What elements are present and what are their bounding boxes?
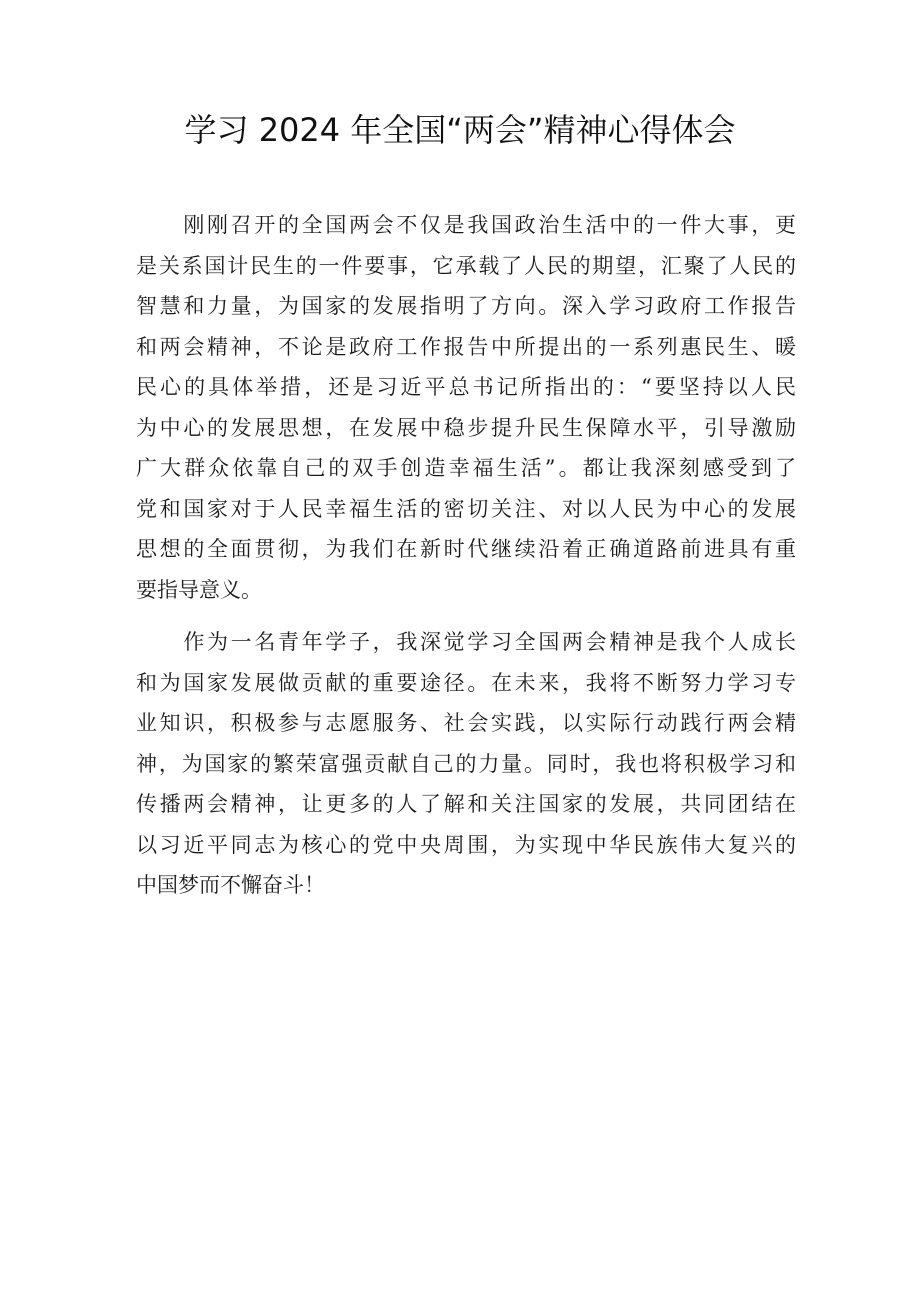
text-line: 思想的全面贯彻，为我们在新时代继续沿着正确道路前进具有重 (136, 537, 796, 561)
text-line: 作为一名青年学子，我深觉学习全国两会精神是我个人成长 (136, 630, 796, 654)
text-line: 和为国家发展做贡献的重要途径。在未来，我将不断努力学习专 (136, 670, 796, 695)
paragraph-2 (136, 622, 796, 906)
text-line: 刚刚召开的全国两会不仅是我国政治生活中的一件大事，更 (136, 213, 796, 237)
document-title: 学习 2024 年全国“两会”精神心得体会 (184, 111, 736, 149)
text-line: 是关系国计民生的一件要事，它承载了人民的期望，汇聚了人民的 (136, 253, 796, 278)
paragraph-1 (136, 205, 796, 610)
text-line: 要指导意义。 (136, 577, 262, 602)
text-line: 神，为国家的繁荣富强贡献自己的力量。同时，我也将积极学习和 (136, 751, 796, 776)
text-line: 民心的具体举措，还是习近平总书记所指出的：“要坚持以人民 (136, 375, 796, 399)
text-line: 传播两会精神，让更多的人了解和关注国家的发展，共同团结在 (136, 792, 796, 816)
document-body (136, 205, 796, 906)
text-line: 为中心的发展思想，在发展中稳步提升民生保障水平，引导激励 (136, 415, 796, 440)
text-line: 广大群众依靠自己的双手创造幸福生活”。都让我深刻感受到了 (136, 456, 796, 480)
text-line: 党和国家对于人民幸福生活的密切关注、对以人民为中心的发展 (136, 496, 796, 521)
text-line: 业知识，积极参与志愿服务、社会实践，以实际行动践行两会精 (136, 711, 796, 735)
text-line: 以习近平同志为核心的党中央周围，为实现中华民族伟大复兴的 (136, 832, 796, 857)
text-line: 智慧和力量，为国家的发展指明了方向。深入学习政府工作报告 (136, 294, 796, 318)
text-line: 和两会精神，不论是政府工作报告中所提出的一系列惠民生、暖 (136, 334, 796, 359)
text-line: 中国梦而不懈奋斗！ (136, 873, 325, 897)
